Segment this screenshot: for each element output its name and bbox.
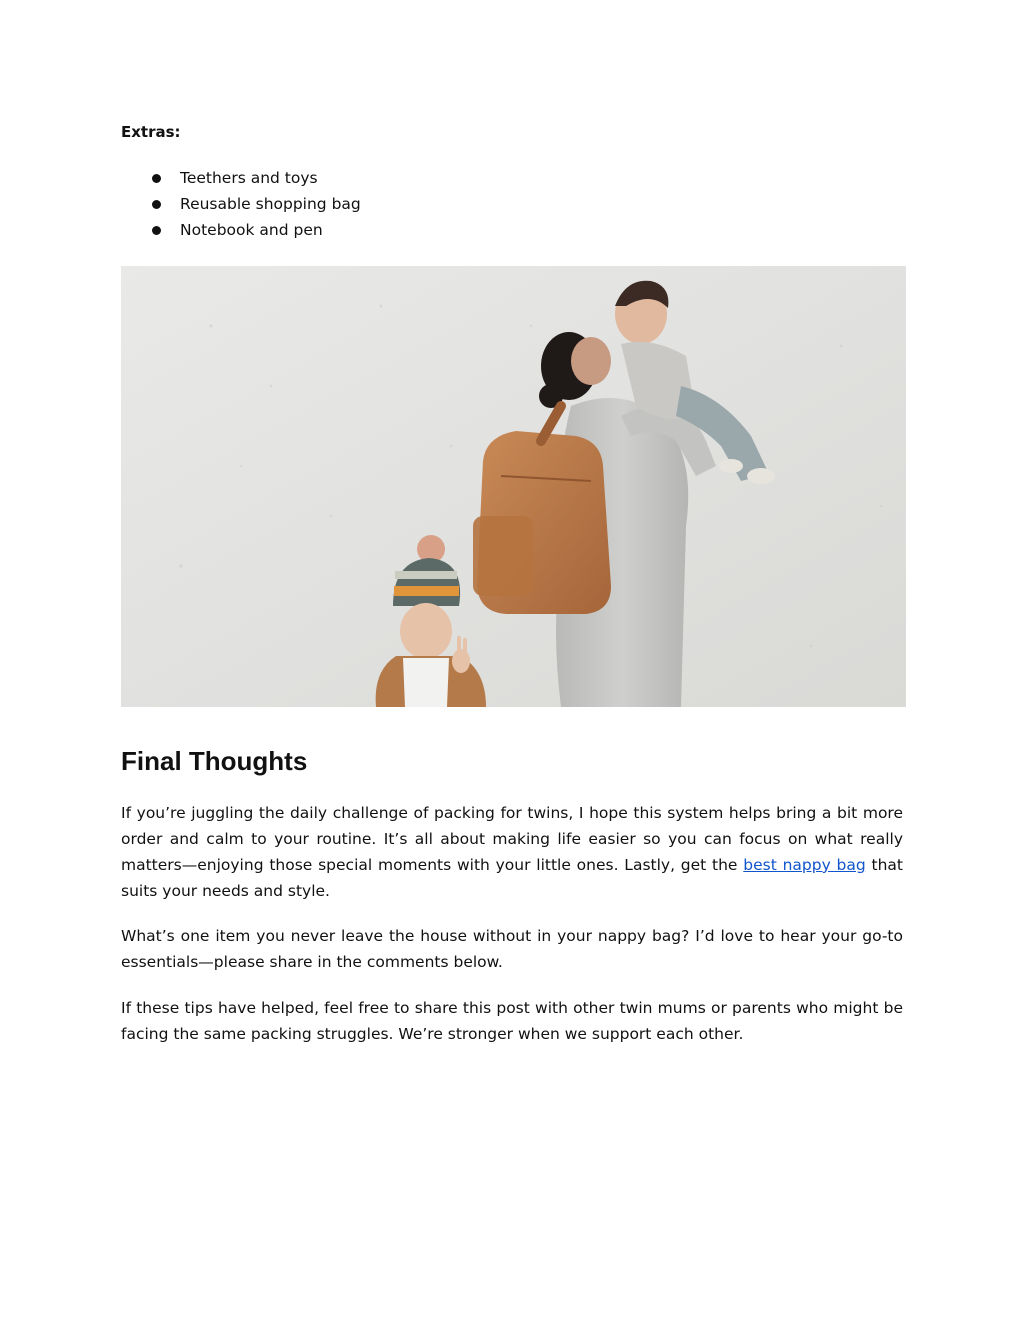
paragraph-question: What’s one item you never leave the house without in your nappy bag? I’d love to hear your go-to essentials—please share in the comments below. xyxy=(121,927,903,971)
paragraph-text: that suits your needs and style. xyxy=(121,856,904,900)
list-item xyxy=(121,194,361,220)
list-item-text: Reusable shopping bag xyxy=(180,195,361,213)
best-nappy-bag-link[interactable]: best nappy bag xyxy=(743,856,866,874)
list-item-text: Teethers and toys xyxy=(180,169,318,187)
list-item xyxy=(121,168,361,194)
list-item xyxy=(121,220,361,246)
extras-label: Extras: xyxy=(121,123,181,141)
section-heading: Final Thoughts xyxy=(121,746,308,776)
paragraph-text: If you’re juggling the daily challenge of packing for twins, I hope this system helps bring a bit more order and calm to your routine. It’s all about making life easier so you can focus on what really matters—enjoying those special moments with your little ones. Lastly, get the xyxy=(121,804,903,874)
list-item-text: Notebook and pen xyxy=(180,221,323,239)
paragraph-share: If these tips have helped, feel free to share this post with other twin mums or parents who might be facing the same packing struggles. We’re stronger when we support each other. xyxy=(121,999,903,1043)
extras-list xyxy=(121,168,361,246)
bullet-icon xyxy=(152,226,161,235)
family-photo xyxy=(121,266,906,707)
bullet-icon xyxy=(152,200,161,209)
bullet-icon xyxy=(152,174,161,183)
paragraph-final-thoughts xyxy=(121,800,903,904)
